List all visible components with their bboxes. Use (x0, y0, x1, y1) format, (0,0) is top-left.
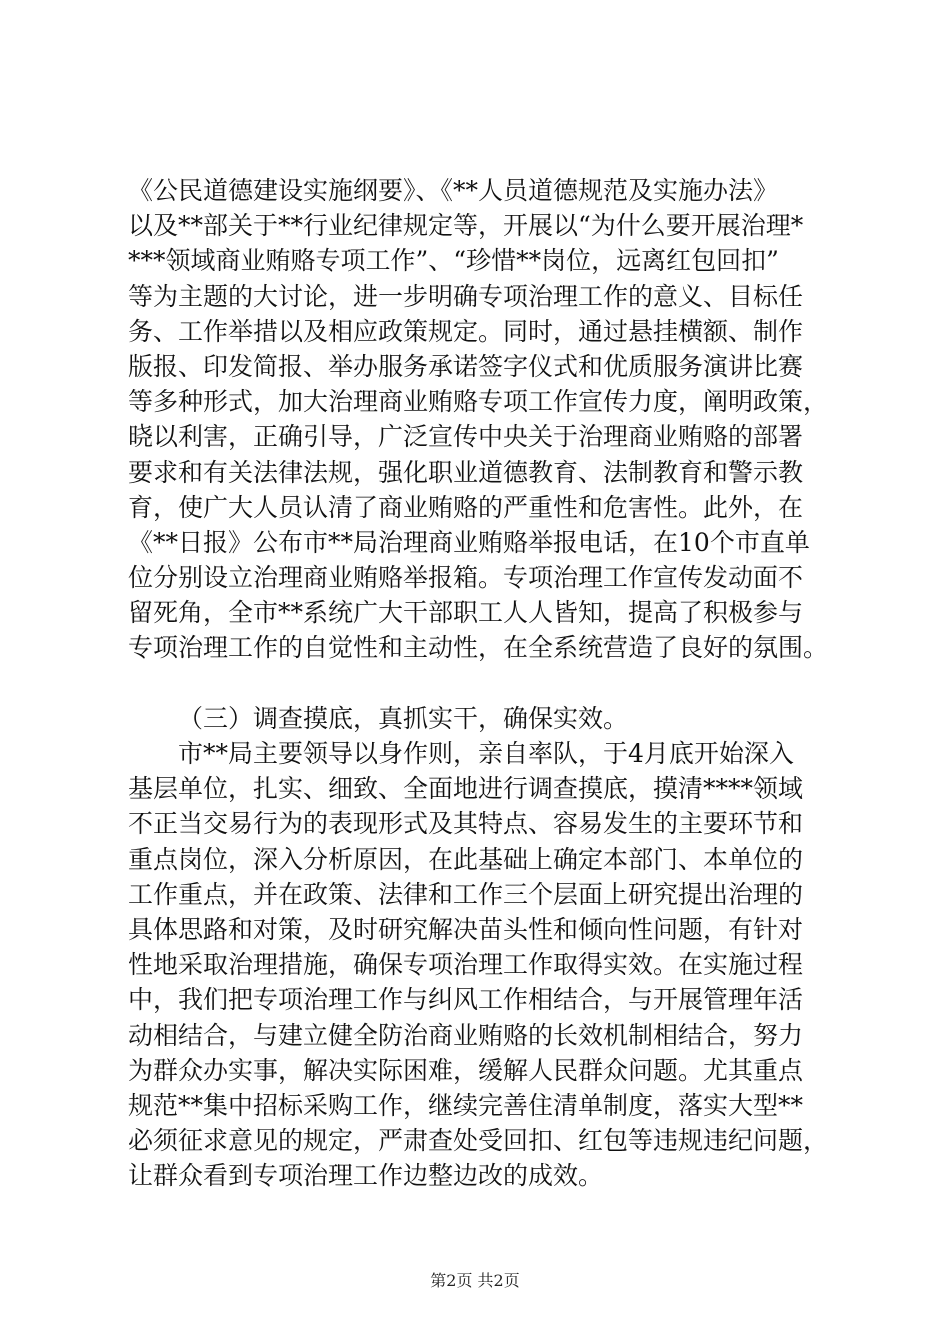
text-line: 性地采取治理措施，确保专项治理工作取得实效。在实施过程 (128, 950, 804, 980)
text-line: 不正当交易行为的表现形式及其特点、容易发生的主要环节和 (128, 809, 804, 839)
text-line: 基层单位，扎实、细致、全面地进行调查摸底，摸清****领域 (128, 774, 804, 804)
text-line: 具体思路和对策，及时研究解决苗头性和倾向性问题，有针对 (128, 914, 804, 944)
text-line: 等为主题的大讨论，进一步明确专项治理工作的意义、目标任 (128, 281, 804, 311)
text-line: 让群众看到专项治理工作边整边改的成效。 (128, 1161, 604, 1191)
text-line: 以及**部关于**行业纪律规定等，开展以“为什么要开展治理* (128, 211, 804, 241)
text-line: 要求和有关法律法规，强化职业道德教育、法制教育和警示教 (128, 457, 804, 487)
paragraph-2 (128, 736, 850, 1193)
text-line: ***领域商业贿赂专项工作”、“珍惜**岗位，远离红包回扣” (128, 246, 779, 276)
text-line: 专项治理工作的自觉性和主动性，在全系统营造了良好的氛围。 (128, 633, 829, 663)
text-line: 等多种形式，加大治理商业贿赂专项工作宣传力度，阐明政策， (128, 387, 829, 417)
document-body (128, 173, 850, 1193)
text-line: 工作重点，并在政策、法律和工作三个层面上研究提出治理的 (128, 879, 804, 909)
page-number-footer: 第2页 共2页 (430, 1271, 520, 1290)
text-line: 留死角，全市**系统广大干部职工人人皆知，提高了积极参与 (128, 598, 804, 628)
text-line: 《**日报》公布市**局治理商业贿赂举报电话，在10个市直单 (128, 527, 810, 557)
text-line: 版报、印发简报、举办服务承诺签字仪式和优质服务演讲比赛 (128, 351, 804, 381)
text-line: 为群众办实事，解决实际困难，缓解人民群众问题。尤其重点 (128, 1055, 804, 1085)
text-line: 市**局主要领导以身作则，亲自率队，于4月底开始深入 (178, 739, 794, 768)
paragraph-spacer (128, 666, 850, 701)
text-line: 位分别设立治理商业贿赂举报箱。专项治理工作宣传发动面不 (128, 563, 804, 593)
text-line: 动相结合，与建立健全防治商业贿赂的长效机制相结合，努力 (128, 1020, 804, 1050)
paragraph-1 (128, 173, 850, 666)
text-line: 中，我们把专项治理工作与纠风工作相结合，与开展管理年活 (128, 985, 804, 1015)
text-line: 重点岗位，深入分析原因，在此基础上确定本部门、本单位的 (128, 844, 804, 874)
text-line: 规范**集中招标采购工作，继续完善住清单制度，落实大型** (128, 1090, 804, 1120)
text-line: 必须征求意见的规定，严肃查处受回扣、红包等违规违纪问题， (128, 1126, 829, 1156)
section-heading: （三）调查摸底，真抓实干，确保实效。 (178, 703, 629, 733)
text-line: 晓以利害，正确引导，广泛宣传中央关于治理商业贿赂的部署 (128, 422, 804, 452)
text-line: 育，使广大人员认清了商业贿赂的严重性和危害性。此外，在 (128, 492, 804, 522)
text-line: 《公民道德建设实施纲要》、《**人员道德规范及实施办法》 (128, 176, 779, 205)
text-line: 务、工作举措以及相应政策规定。同时，通过悬挂横额、制作 (128, 316, 804, 346)
